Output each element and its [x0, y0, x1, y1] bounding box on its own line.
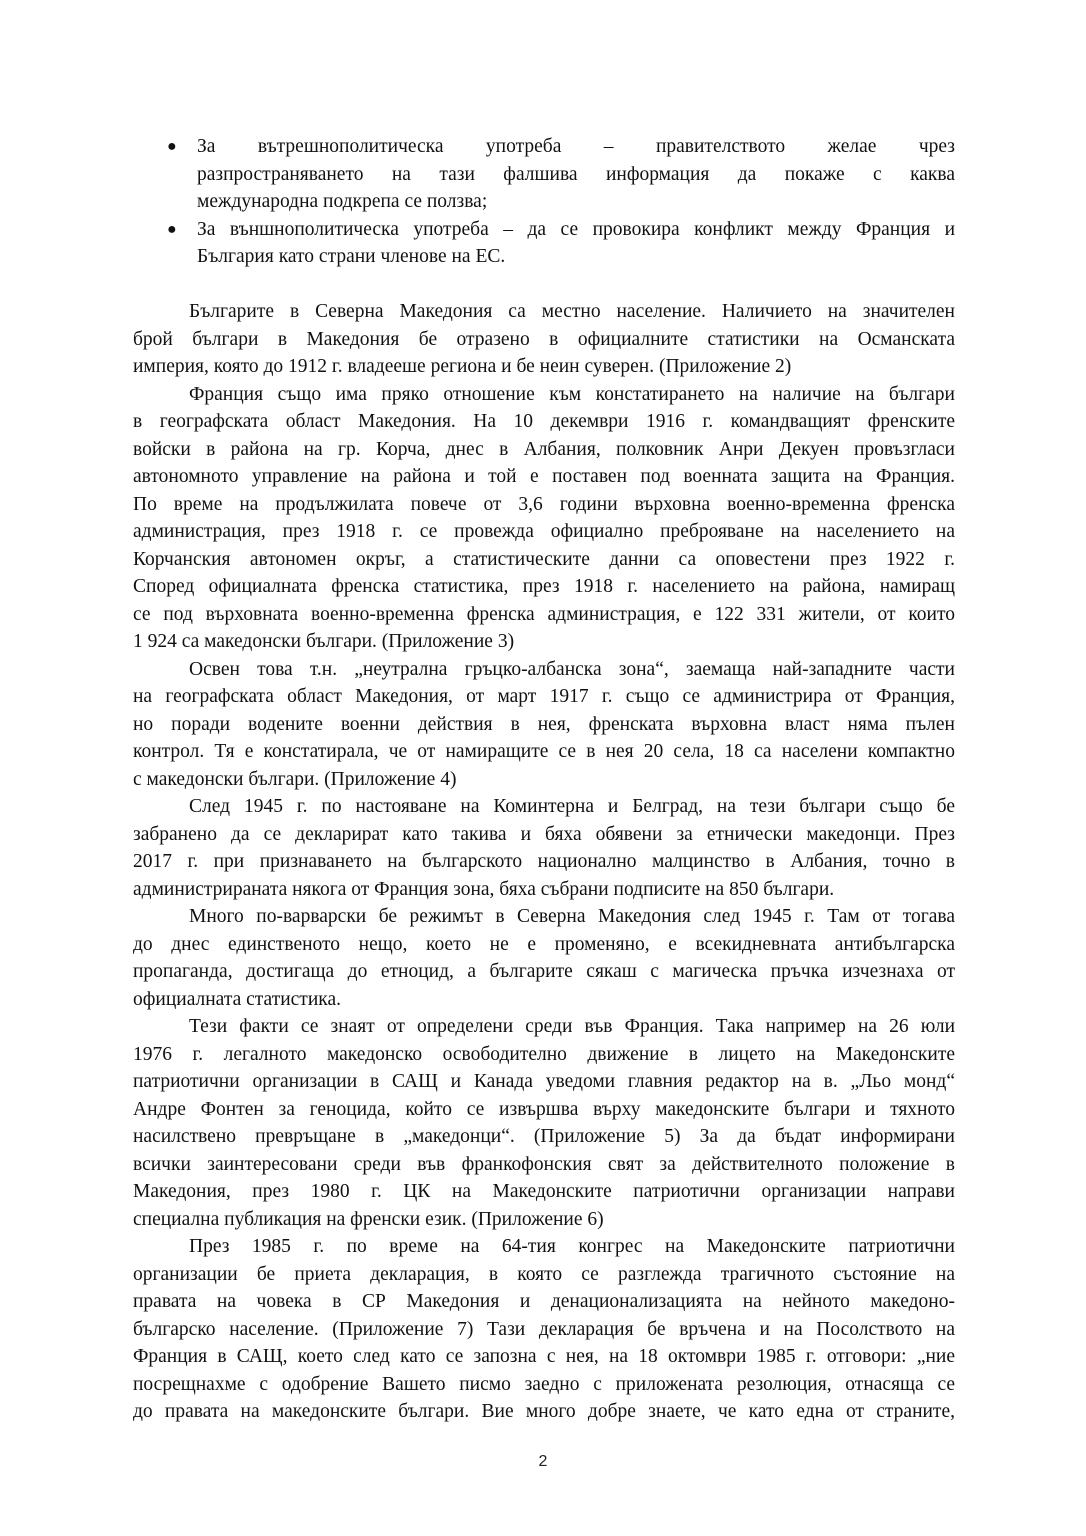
text-line: Македония, през 1980 г. ЦК на Македонските патриотични организации направи	[133, 1181, 955, 1202]
bullet-icon: ●	[167, 220, 177, 238]
text-line: на географската област Македония, от март 1917 г. също се администрира от Франция,	[133, 686, 955, 707]
text-line: Тези факти се знаят от определени среди във Франция. Така например на 26 юли	[189, 1016, 955, 1037]
document-page	[133, 133, 955, 1426]
paragraph	[133, 903, 955, 1013]
text-line: Андре Фонтен за геноцида, който се извършва върху македонските българи и тяхното	[133, 1098, 955, 1120]
text-line: до правата на македонските българи. Вие много добре знаете, че като една от страните,	[133, 1401, 955, 1422]
paragraph	[133, 1233, 955, 1426]
text-line: 2017 г. при признаването на българското национално малцинство в Албания, точно в	[133, 851, 955, 872]
text-line: забранено да се декларират като такива и бяха обявени за етнически македонци. През	[133, 823, 955, 845]
text-line: Франция в САЩ, което след като се запозна с нея, на 18 октомври 1985 г. отговори: „ние	[133, 1346, 955, 1367]
text-line: Много по-варварски бе режимът в Северна Македония след 1945 г. Там от тогава	[189, 906, 955, 927]
text-line: брой българи в Македония бе отразено в официалните статистики на Османската	[133, 328, 955, 350]
text-line: България като страни членове на ЕС.	[197, 246, 506, 267]
text-line: администрираната някога от Франция зона, бяха събрани подписите на 850 българи.	[133, 878, 835, 900]
text-line: империя, която до 1912 г. владееше региона и бе неин суверен. (Приложение 2)	[133, 356, 792, 377]
text-line: до днес единственото нещо, което не е променяно, е всекидневната антибългарска	[133, 933, 955, 955]
text-line: но поради водените военни действия в нея, френската върховна власт няма пълен	[133, 713, 955, 735]
text-line: международна подкрепа се ползва;	[197, 191, 488, 212]
text-line: българско население. (Приложение 7) Тази декларация бе връчена и на Посолството на	[133, 1318, 955, 1340]
text-line: Според официалната френска статистика, през 1918 г. населението на района, намиращ	[133, 576, 955, 597]
text-line: автономното управление на района и той е поставен под военната защита на Франция.	[133, 466, 955, 487]
text-line: разпространяването на тази фалшива информация да покаже с каква	[197, 163, 955, 185]
text-line: всички заинтересовани среди във франкофонския свят за действителното положение в	[133, 1153, 955, 1175]
text-line: За вътрешнополитическа употреба – правителството желае чрез	[197, 136, 955, 157]
text-line: 1 924 са македонски българи. (Приложение 3)	[133, 631, 515, 652]
text-line: По време на продължилата повече от 3,6 години върховна военно-временна френска	[133, 493, 955, 515]
text-line: контрол. Тя е констатирала, че от намиращите се в нея 20 села, 18 са населени компактно	[133, 741, 955, 762]
paragraph	[133, 1013, 955, 1233]
text-line: насилствено превръщане в „македонци“. (Приложение 5) За да бъдат информирани	[133, 1126, 955, 1147]
paragraph	[133, 298, 955, 381]
text-line: специална публикация на френски език. (Приложение 6)	[133, 1208, 604, 1230]
paragraph	[133, 656, 955, 794]
text-line: правата на човека в СР Македония и денационализацията на нейното македоно-	[133, 1291, 955, 1312]
text-line: администрация, през 1918 г. се провежда официално преброяване на населението на	[133, 521, 955, 542]
text-line: в географската област Македония. На 10 декември 1916 г. командващият френските	[133, 411, 955, 432]
bullet-item	[133, 133, 955, 216]
text-line: След 1945 г. по настояване на Коминтерна и Белград, на тези българи също бе	[189, 796, 955, 817]
body-text	[133, 298, 955, 1426]
text-line: пропаганда, достигаща до етноцид, а българите сякаш с магическа пръчка изчезнаха от	[133, 961, 955, 982]
text-line: За външнополитическа употреба – да се провокира конфликт между Франция и	[197, 218, 955, 240]
text-line: войски в района на гр. Корча, днес в Албания, полковник Анри Декуен провъзгласи	[133, 438, 955, 460]
text-line: посрещнахме с одобрение Вашето писмо заедно с приложената резолюция, отнасяща се	[133, 1373, 955, 1395]
text-line: патриотични организации в САЩ и Канада уведоми главния редактор на в. „Льо монд“	[133, 1071, 955, 1092]
text-line: с македонски българи. (Приложение 4)	[133, 768, 457, 790]
bullet-item	[133, 216, 955, 271]
bullet-list	[133, 133, 955, 271]
page-number: 2	[538, 1453, 548, 1470]
text-line: официалната статистика.	[133, 988, 341, 1010]
bullet-icon: ●	[167, 138, 177, 155]
text-line: Корчанския автономен окръг, а статистическите данни са оповестени през 1922 г.	[133, 548, 955, 570]
text-line: През 1985 г. по време на 64-тия конгрес на Македонските патриотични	[189, 1236, 955, 1257]
paragraph	[133, 381, 955, 656]
text-line: Освен това т.н. „неутрална гръцко-албанска зона“, заемаща най-западните части	[189, 658, 955, 680]
text-line: 1976 г. легалното македонско освободително движение в лицето на Македонските	[133, 1043, 955, 1065]
text-line: организации бе приета декларация, в която се разглежда трагичното състояние на	[133, 1263, 955, 1285]
paragraph	[133, 793, 955, 903]
text-line: Българите в Северна Македония са местно население. Наличието на значителен	[189, 301, 955, 322]
text-line: Франция също има пряко отношение към констатирането на наличие на българи	[189, 383, 955, 405]
text-line: се под върховната военно-временна френска администрация, е 122 331 жители, от които	[133, 603, 955, 625]
